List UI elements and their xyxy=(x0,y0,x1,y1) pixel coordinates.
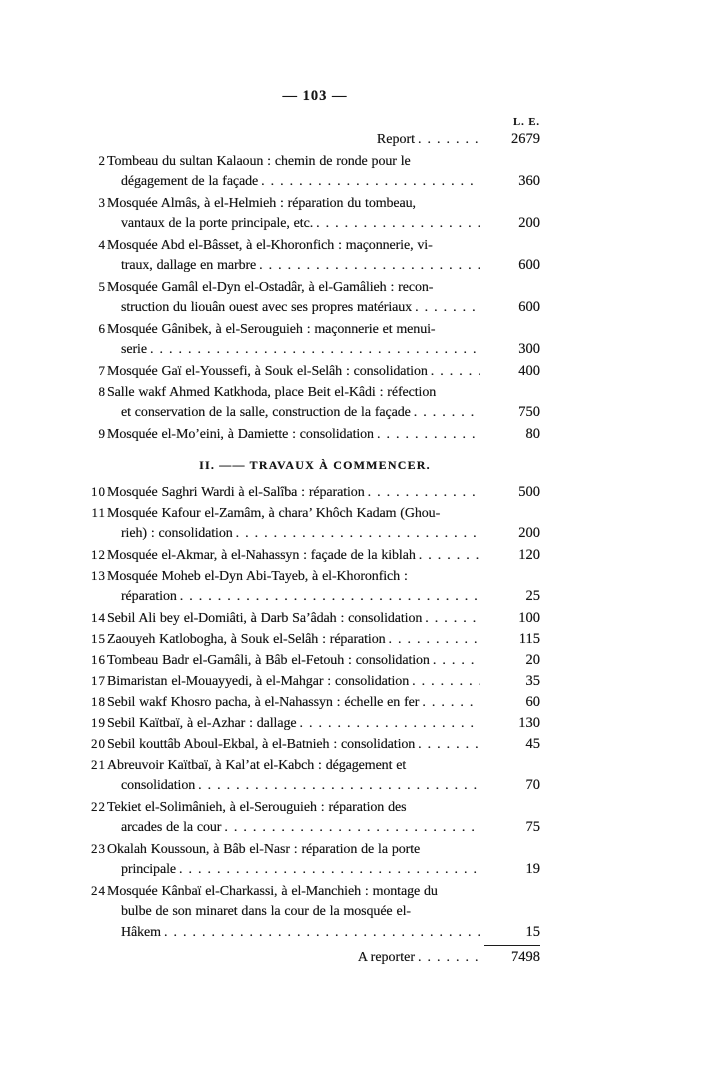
entry-line xyxy=(90,670,540,691)
entry-amount: 25 xyxy=(525,588,540,604)
entry-number: 15 xyxy=(91,631,106,646)
entry-line xyxy=(90,318,540,339)
entry-line xyxy=(90,649,540,670)
entry-line xyxy=(90,402,540,423)
entry-text: dégagement de la façade xyxy=(121,174,259,189)
dotted-leader xyxy=(377,424,480,445)
entry-text: Sebil Ali bey el-Domiâti, à Darb Sa’âdah : consolidation xyxy=(107,611,423,626)
entry-line xyxy=(90,628,540,649)
entry-amount: 600 xyxy=(518,257,540,273)
entry-line xyxy=(90,276,540,297)
dotted-leader xyxy=(412,671,480,692)
entry-number: 17 xyxy=(91,673,106,688)
dotted-leader xyxy=(422,692,480,713)
dotted-leader xyxy=(368,482,480,503)
dotted-leader xyxy=(415,297,480,318)
entry-line xyxy=(90,838,540,859)
entry-number: 12 xyxy=(91,547,106,562)
entry-line xyxy=(90,796,540,817)
entry-line xyxy=(90,481,540,502)
entry-line xyxy=(90,297,540,318)
entry-amount: 20 xyxy=(525,652,540,668)
entry-text: Tombeau Badr el-Gamâli, à Bâb el-Fetouh : consolidation xyxy=(107,653,430,668)
entry-line xyxy=(90,213,540,234)
dotted-leader xyxy=(418,947,480,968)
dotted-leader xyxy=(419,545,480,566)
dotted-leader xyxy=(179,859,480,880)
entry-line xyxy=(90,544,540,565)
entry-number: 9 xyxy=(98,426,106,441)
entry-text: Hâkem xyxy=(121,925,161,940)
entry-text: réparation xyxy=(121,589,177,604)
entry-amount: 15 xyxy=(525,924,540,940)
total-row xyxy=(90,945,540,966)
entry-line xyxy=(90,691,540,712)
entry-number: 7 xyxy=(98,363,106,378)
entry-line xyxy=(90,150,540,171)
entry-line xyxy=(90,171,540,192)
dotted-leader xyxy=(414,402,480,423)
entry-line xyxy=(90,192,540,213)
entry-line xyxy=(90,255,540,276)
entry-text: Mosquée Kânbaï el-Charkassi, à el-Manchieh : montage du xyxy=(107,884,438,899)
dotted-leader xyxy=(180,586,480,607)
entry-amount: 300 xyxy=(518,341,540,357)
dotted-leader xyxy=(418,129,480,150)
entry-text: traux, dallage en marbre xyxy=(121,258,257,273)
entry-amount: 19 xyxy=(525,861,540,877)
entry-line xyxy=(90,339,540,360)
entry-text: Mosquée Gânibek, à el-Serouguieh : maçonnerie et menui- xyxy=(107,322,436,337)
dotted-leader xyxy=(425,608,480,629)
page-number: — 103 — xyxy=(282,88,348,104)
entry-amount: 360 xyxy=(518,173,540,189)
entry-amount: 500 xyxy=(518,484,540,500)
dotted-leader xyxy=(299,713,480,734)
entry-text: Sebil wakf Khosro pacha, à el-Nahassyn : échelle en fer xyxy=(107,695,420,710)
entry-amount: 80 xyxy=(525,426,540,442)
entry-text: serie xyxy=(121,342,147,357)
entry-line xyxy=(90,523,540,544)
dotted-leader xyxy=(418,734,480,755)
entry-text: Mosquée Kafour el-Zamâm, à chara’ Khôch Kadam (Ghou- xyxy=(107,506,441,521)
dotted-leader xyxy=(198,775,480,796)
entry-text: struction du liouân ouest avec ses propres matériaux xyxy=(121,300,413,315)
entry-text: Mosquée el-Mo’eini, à Damiette : consolidation xyxy=(107,427,374,442)
entry-number: 16 xyxy=(91,652,106,667)
dotted-leader xyxy=(431,361,480,382)
entry-amount: 750 xyxy=(518,404,540,420)
section-heading-travaux-a-commencer: II. —— TRAVAUX À COMMENCER. xyxy=(199,458,431,472)
entry-number: 13 xyxy=(91,568,106,583)
entry-line xyxy=(90,381,540,402)
entry-number: 2 xyxy=(98,153,106,168)
entry-number: 23 xyxy=(91,841,106,856)
entry-text: Mosquée Moheb el-Dyn Abi-Tayeb, à el-Khoronfich : xyxy=(107,569,408,584)
entry-line xyxy=(90,817,540,838)
entry-line xyxy=(90,880,540,901)
entry-number: 14 xyxy=(91,610,106,625)
entry-text: Salle wakf Ahmed Katkhoda, place Beit el-Kâdi : réfection xyxy=(107,385,437,400)
entry-line xyxy=(90,586,540,607)
total-label: A reporter xyxy=(357,950,415,965)
entry-number: 24 xyxy=(91,883,106,898)
entry-text: Sebil kouttâb Aboul-Ekbal, à el-Batnieh : consolidation xyxy=(107,737,416,752)
entry-amount: 200 xyxy=(518,525,540,541)
entry-number: 19 xyxy=(91,715,106,730)
entry-text: et conservation de la salle, construction de la façade xyxy=(121,405,411,420)
entry-number: 20 xyxy=(91,736,106,751)
entry-amount: 75 xyxy=(525,819,540,835)
entry-text: Tekiet el-Solimânieh, à el-Serouguieh : réparation des xyxy=(107,800,407,815)
entry-number: 8 xyxy=(98,384,106,399)
entry-line xyxy=(90,712,540,733)
dotted-leader xyxy=(433,650,480,671)
dotted-leader xyxy=(261,171,480,192)
entry-amount: 400 xyxy=(518,363,540,379)
entry-line xyxy=(90,607,540,628)
entry-text: consolidation xyxy=(121,778,196,793)
entry-text: Tombeau du sultan Kalaoun : chemin de ronde pour le xyxy=(107,154,411,169)
entry-number: 21 xyxy=(91,757,106,772)
entry-number: 22 xyxy=(91,799,106,814)
entry-text: Mosquée el-Akmar, à el-Nahassyn : façade de la kiblah xyxy=(107,548,416,563)
entry-text: Mosquée Gaï el-Youssefi, à Souk el-Selâh : consolidation xyxy=(107,364,428,379)
entry-line xyxy=(90,423,540,444)
entry-text: Mosquée Almâs, à el-Helmieh : réparation du tombeau, xyxy=(107,196,416,211)
entry-text: rieh) : consolidation xyxy=(121,526,233,541)
entry-text: principale xyxy=(121,862,176,877)
entry-text: Okalah Koussoun, à Bâb el-Nasr : réparation de la porte xyxy=(107,842,421,857)
entry-line xyxy=(90,859,540,880)
entry-number: 3 xyxy=(98,195,106,210)
entry-text: arcades de la cour xyxy=(121,820,222,835)
report-label: Report xyxy=(376,132,415,147)
dotted-leader xyxy=(259,255,480,276)
report-row xyxy=(90,129,540,150)
entry-line xyxy=(90,754,540,775)
entry-amount: 45 xyxy=(525,736,540,752)
entry-number: 11 xyxy=(91,505,106,520)
report-amount: 2679 xyxy=(511,131,540,147)
entry-amount: 130 xyxy=(518,715,540,731)
entry-amount: 100 xyxy=(518,610,540,626)
entry-amount: 70 xyxy=(525,777,540,793)
entry-line xyxy=(90,775,540,796)
dotted-leader xyxy=(164,922,480,943)
entry-line xyxy=(90,901,540,922)
dotted-leader xyxy=(224,817,480,838)
works-list-in-progress xyxy=(90,150,540,444)
dotted-leader xyxy=(389,629,480,650)
entry-line xyxy=(90,733,540,754)
entry-text: Mosquée Abd el-Bâsset, à el-Khoronfich : maçonnerie, vi- xyxy=(107,238,433,253)
entry-amount: 600 xyxy=(518,299,540,315)
entry-text: Mosquée Saghri Wardi à el-Salîba : réparation xyxy=(107,485,365,500)
entry-number: 6 xyxy=(98,321,106,336)
entry-text: Mosquée Gamâl el-Dyn el-Ostadâr, à el-Gamâlieh : recon- xyxy=(107,280,434,295)
entry-text: Abreuvoir Kaïtbaï, à Kal’at el-Kabch : dégagement et xyxy=(107,758,407,773)
entry-amount: 120 xyxy=(518,547,540,563)
dotted-leader xyxy=(316,213,480,234)
entry-amount: 115 xyxy=(518,631,540,647)
entry-number: 10 xyxy=(91,484,106,499)
entry-text: Bimaristan el-Mouayyedi, à el-Mahgar : consolidation xyxy=(107,674,410,689)
entry-number: 18 xyxy=(91,694,106,709)
entry-amount: 60 xyxy=(525,694,540,710)
total-amount: 7498 xyxy=(484,945,540,968)
entry-line xyxy=(90,922,540,943)
entry-number: 5 xyxy=(98,279,106,294)
entry-text: bulbe de son minaret dans la cour de la mosquée el- xyxy=(121,904,411,919)
entry-amount: 35 xyxy=(525,673,540,689)
entry-line xyxy=(90,234,540,255)
currency-label: L. E. xyxy=(513,117,540,128)
entry-text: Sebil Kaïtbaï, à el-Azhar : dallage xyxy=(107,716,297,731)
entry-line xyxy=(90,360,540,381)
entry-amount: 200 xyxy=(518,215,540,231)
dotted-leader xyxy=(236,523,480,544)
entry-line xyxy=(90,502,540,523)
entry-line xyxy=(90,565,540,586)
dotted-leader xyxy=(150,339,480,360)
works-list-to-commence xyxy=(90,481,540,943)
entry-number: 4 xyxy=(98,237,106,252)
entry-text: vantaux de la porte principale, etc. xyxy=(121,216,314,231)
entry-text: Zaouyeh Katlobogha, à Souk el-Selâh : réparation xyxy=(107,632,386,647)
